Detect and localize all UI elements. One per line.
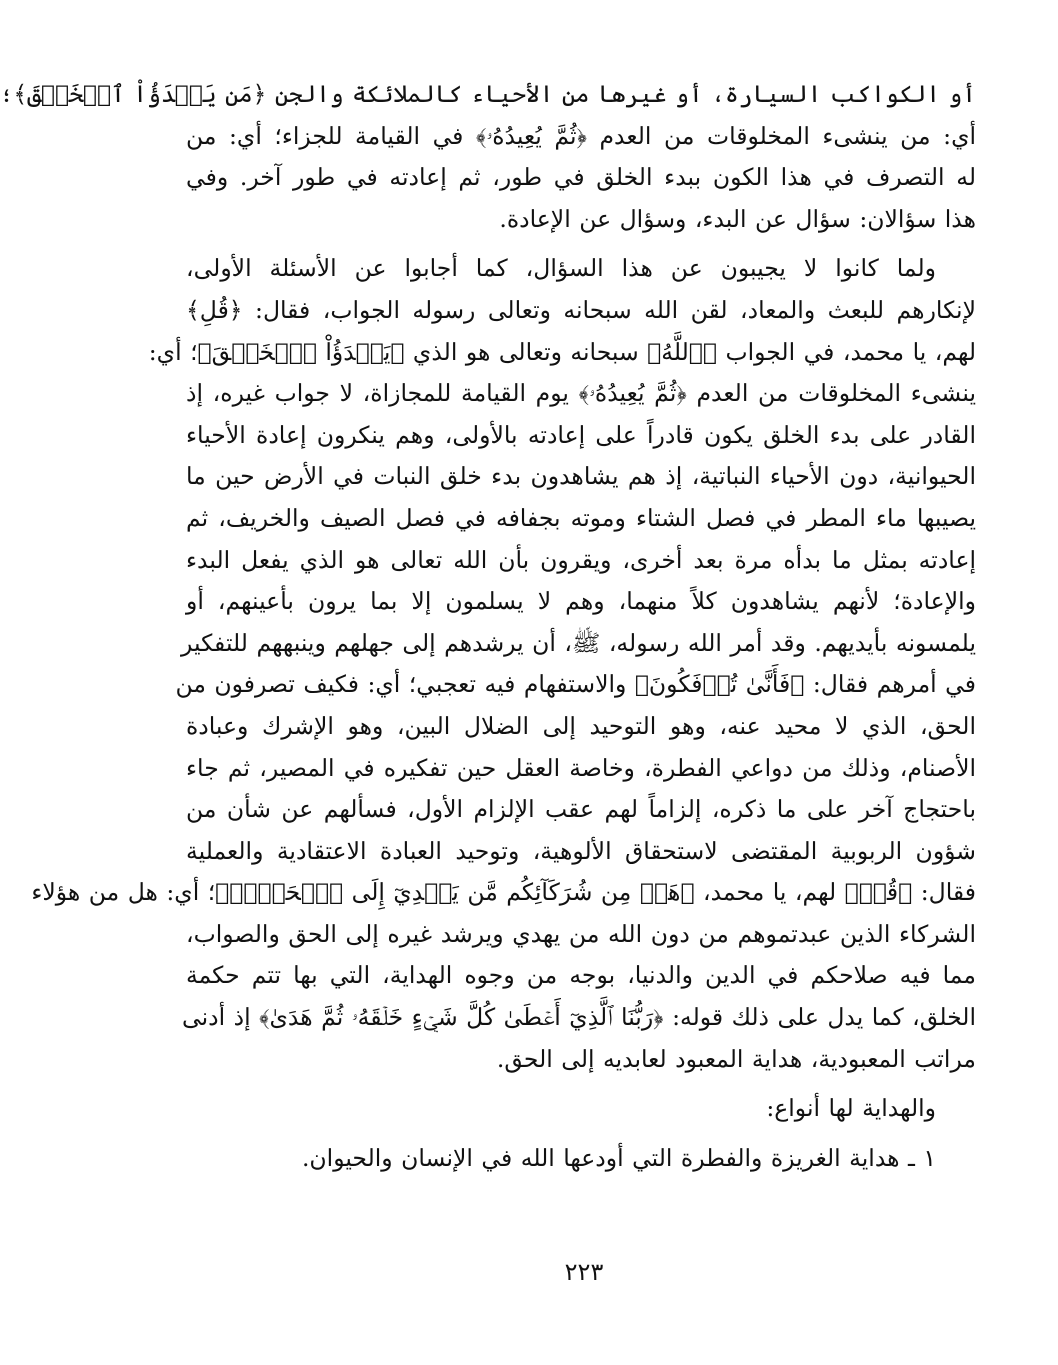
text-line: له التصرف في هذا الكون ببدء الخلق في طور، ثم إعادته في طور آخر. وفي (186, 163, 976, 192)
text-line: مما فيه صلاحكم في الدين والدنيا، بوجه من وجوه الهداية، التي بها تتم حكمة (186, 961, 976, 990)
text-line: في أمرهم فقال: ﴿فَأَنَّىٰ تُؤۡفَكُونَ﴾ والاستفهام فيه تعجبي؛ أي: فكيف تصرفون من (175, 670, 976, 699)
text-body (0, 74, 976, 1179)
text-line: يلمسونه بأيديهم. وقد أمر الله رسوله، ﷺ، أن يرشدهم إلى جهلهم وينبههم للتفكير (181, 628, 976, 657)
text-line: الحيوانية، دون الأحياء النباتية، إذ هم يشاهدون بدء خلق النبات في الأرض حين ما (186, 462, 976, 491)
paragraph-gap (186, 240, 976, 248)
text-line: أي: من ينشىء المخلوقات من العدم ﴿ثُمَّ يُعِيدُهُۥ﴾ في القيامة للجزاء؛ أي: من (186, 121, 976, 150)
text-line: لهم، يا محمد، في الجواب ﴿ٱللَّهُ﴾ سبحانه وتعالى هو الذي ﴿يَبۡدَؤُاْ ٱلۡخَلۡقَ﴾؛ أي: (148, 337, 976, 366)
text-line: مراتب المعبودية، هداية المعبود لعابديه إلى الحق. (496, 1044, 976, 1073)
text-line: إعادته بمثل ما بدأه مرة بعد أخرى، ويقرون بأن الله تعالى هو الذي يفعل البدء (186, 545, 976, 574)
paragraph (0, 74, 976, 240)
text-line: القادر على بدء الخلق يكون قادراً على إعادته بالأولى، وهم ينكرون إعادة الأحياء (186, 420, 976, 449)
text-line: والهداية لها أنواع: (766, 1094, 936, 1123)
text-line: الخلق، كما يدل على ذلك قوله: ﴿رَبُّنَا ٱلَّذِيٓ أَعۡطَىٰ كُلَّ شَيۡءٍ خَلۡقَهُۥ ثُمَّ هَدَىٰ﴾ إذ أدنى (182, 1003, 976, 1032)
paragraph-gap (186, 1080, 976, 1088)
text-line: يصيبها ماء المطر في فصل الشتاء وموته بجفافه في فصل الصيف والخريف، ثم (186, 503, 976, 532)
text-line: ولما كانوا لا يجيبون عن هذا السؤال، كما أجابوا عن الأسئلة الأولى، (186, 254, 936, 283)
page-number: ٢٢٣ (564, 1258, 604, 1286)
text-line: لإنكارهم للبعث والمعاد، لقن الله سبحانه وتعالى رسوله الجواب، فقال: ﴿قُلِ﴾ (186, 295, 976, 324)
text-line: ١ ـ هداية الغريزة والفطرة التي أودعها الله في الإنسان والحيوان. (301, 1143, 936, 1172)
text-line: شؤون الربوبية المقتضى لاستحقاق الألوهية، وتوحيد العبادة الاعتقادية والعملية (186, 836, 976, 865)
text-line: ينشىء المخلوقات من العدم ﴿ثُمَّ يُعِيدُهُۥ﴾ يوم القيامة للمجازاة، لا جواب غيره، إذ (186, 379, 976, 408)
text-line: الأصنام، وذلك من دواعي الفطرة، وخاصة العقل حين تفكيره في المصير، ثم جاء (186, 753, 976, 782)
paragraph (186, 1088, 976, 1130)
paragraph (186, 1138, 976, 1180)
text-line: والإعادة؛ لأنهم يشاهدون كلاً منهما، وهم لا يسلمون إلا بما يرون بأعينهم، أو (186, 587, 976, 616)
text-line: باحتجاج آخر على ما ذكره، إلزاماً لهم عقب الإلزام الأول، فسألهم عن شأن من (186, 795, 976, 824)
text-line: أو الكواكب السيارة، أو غيرها من الأحياء كالملائكة والجن ﴿مَن يَبۡدَؤُاْ ٱلۡخَلۡقَ﴾؛ (0, 80, 976, 108)
text-line: فقال: ﴿قُلۡ﴾ لهم، يا محمد، ﴿هَلۡ مِن شُرَكَآئِكُم مَّن يَهۡدِيٓ إِلَى ٱلۡحَقِّۚ﴾؛ أي: هل من هؤلاء (31, 878, 976, 907)
text-line: الشركاء الذين عبدتموهم من دون الله من يهدي ويرشد غيره إلى الحق والصواب، (186, 919, 976, 948)
paragraph (31, 248, 976, 1080)
text-line: هذا سؤالان: سؤال عن البدء، وسؤال عن الإعادة. (499, 204, 976, 233)
text-line: الحق، الذي لا محيد عنه، وهو التوحيد إلى الضلال البين، وهو الإشرك وعبادة (186, 711, 976, 740)
paragraph-gap (186, 1130, 976, 1138)
